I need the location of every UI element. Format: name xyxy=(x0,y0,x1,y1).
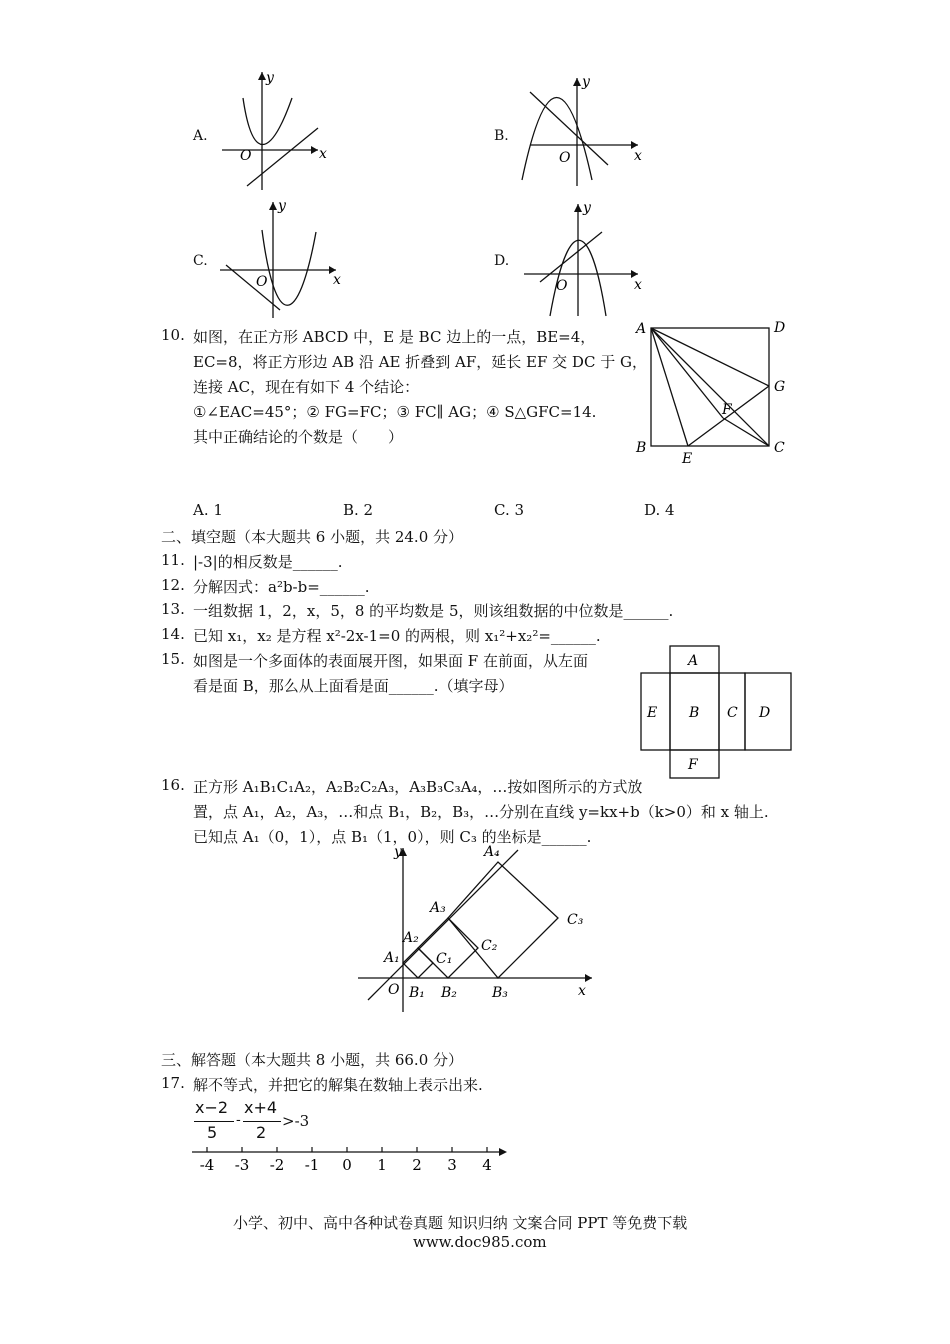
q15-line2: 看是面 B，那么从上面看是面______.（填字母） xyxy=(193,677,514,695)
q11-number: 11. xyxy=(161,551,185,569)
svg-text:D: D xyxy=(759,705,771,721)
q17-frac2-denominator: 2 xyxy=(256,1123,267,1142)
svg-text:E: E xyxy=(682,451,693,467)
svg-text:B₂: B₂ xyxy=(441,985,457,1001)
q17-frac1-numerator: x−2 xyxy=(195,1098,229,1117)
svg-text:y: y xyxy=(394,844,402,860)
svg-text:A: A xyxy=(636,321,647,337)
svg-text:D: D xyxy=(774,320,786,336)
q17-minus: - xyxy=(236,1112,241,1128)
number-line-tick-label: -1 xyxy=(304,1156,320,1174)
q15-line1: 如图是一个多面体的表面展开图，如果面 F 在前面，从左面 xyxy=(193,652,588,670)
number-line-tick-label: -3 xyxy=(234,1156,250,1174)
q16-line3: 已知点 A₁（0，1），点 B₁（1，0），则 C₃ 的坐标是______. xyxy=(193,828,592,846)
svg-text:O: O xyxy=(559,150,571,166)
q17-number: 17. xyxy=(161,1074,185,1092)
svg-text:C: C xyxy=(727,705,738,721)
svg-text:C₂: C₂ xyxy=(481,938,498,954)
svg-text:y: y xyxy=(582,74,590,90)
number-line-tick-label: -4 xyxy=(199,1156,215,1174)
q10-number: 10. xyxy=(161,326,185,344)
svg-text:y: y xyxy=(583,200,591,216)
number-line-tick-label: 0 xyxy=(342,1156,352,1174)
q10-option-b: B. 2 xyxy=(343,501,374,519)
svg-text:F: F xyxy=(688,757,698,773)
footer-line2: www.doc985.com xyxy=(413,1233,547,1251)
graph-a-y-label: y xyxy=(266,70,274,86)
q16-number: 16. xyxy=(161,776,185,794)
option-a-label: A. xyxy=(193,128,208,144)
q17-text: 解不等式，并把它的解集在数轴上表示出来. xyxy=(193,1076,483,1094)
q10-line2: EC=8，将正方形边 AB 沿 AE 折叠到 AF，延长 EF 交 DC 于 G， xyxy=(193,353,647,371)
number-line-tick-label: 4 xyxy=(482,1156,492,1174)
q10-line1: 如图，在正方形 ABCD 中，E 是 BC 边上的一点，BE=4， xyxy=(193,328,596,346)
q16-line1: 正方形 A₁B₁C₁A₂，A₂B₂C₂A₃，A₃B₃C₃A₄，…按如图所示的方式放 xyxy=(193,778,643,796)
svg-text:C₃: C₃ xyxy=(567,912,584,928)
number-line-tick-label: 2 xyxy=(412,1156,422,1174)
option-b-label: B. xyxy=(494,128,509,144)
svg-text:B₃: B₃ xyxy=(492,985,508,1001)
svg-text:O: O xyxy=(556,278,568,294)
graph-a-x-label: x xyxy=(319,146,327,162)
q17-frac1-denominator: 5 xyxy=(207,1123,218,1142)
svg-text:x: x xyxy=(578,983,586,999)
svg-text:O: O xyxy=(256,274,268,290)
svg-text:B: B xyxy=(689,705,700,721)
svg-text:A: A xyxy=(688,653,699,669)
svg-text:C₁: C₁ xyxy=(436,951,453,967)
q14-number: 14. xyxy=(161,625,185,643)
q10-line4: ①∠EAC=45°；② FG=FC；③ FC∥ AG；④ S△GFC=14. xyxy=(193,403,597,421)
svg-text:G: G xyxy=(774,379,786,395)
option-d-label: D. xyxy=(494,253,510,269)
svg-text:E: E xyxy=(647,705,658,721)
svg-text:A₂: A₂ xyxy=(403,930,419,946)
svg-text:O: O xyxy=(388,982,400,998)
q12-number: 12. xyxy=(161,576,185,594)
svg-text:B₁: B₁ xyxy=(409,985,425,1001)
svg-text:x: x xyxy=(634,277,642,293)
svg-text:B: B xyxy=(636,440,647,456)
svg-text:A₁: A₁ xyxy=(384,950,400,966)
q17-rhs: >-3 xyxy=(282,1112,310,1130)
q10-option-a: A. 1 xyxy=(193,501,223,519)
q10-line5: 其中正确结论的个数是（ ） xyxy=(193,428,404,446)
number-line-tick-label: 1 xyxy=(377,1156,387,1174)
svg-text:A₄: A₄ xyxy=(484,844,500,860)
section3-title: 三、解答题（本大题共 8 小题，共 66.0 分） xyxy=(161,1051,464,1069)
number-line-tick-label: 3 xyxy=(447,1156,457,1174)
q16-line2: 置，点 A₁，A₂，A₃，…和点 B₁，B₂，B₃，…分别在直线 y=kx+b（k>0）和 x 轴上. xyxy=(193,803,769,821)
q10-line3: 连接 AC，现在有如下 4 个结论： xyxy=(193,378,420,396)
option-c-label: C. xyxy=(193,253,208,269)
svg-text:x: x xyxy=(634,148,642,164)
section2-title: 二、填空题（本大题共 6 小题，共 24.0 分） xyxy=(161,528,464,546)
svg-text:F: F xyxy=(722,402,732,418)
svg-text:x: x xyxy=(333,272,341,288)
svg-text:C: C xyxy=(774,440,785,456)
q10-option-c: C. 3 xyxy=(494,501,525,519)
number-line-tick-label: -2 xyxy=(269,1156,285,1174)
q15-number: 15. xyxy=(161,650,185,668)
graph-a-origin-label: O xyxy=(240,148,252,164)
q12-text: 分解因式：a²b-b=______. xyxy=(193,578,370,596)
q11-text: |-3|的相反数是______. xyxy=(193,553,343,571)
q10-option-d: D. 4 xyxy=(644,501,675,519)
q13-text: 一组数据 1，2，x，5，8 的平均数是 5，则该组数据的中位数是______. xyxy=(193,602,674,620)
svg-text:A₃: A₃ xyxy=(430,900,446,916)
footer-line1: 小学、初中、高中各种试卷真题 知识归纳 文案合同 PPT 等免费下载 xyxy=(233,1214,688,1232)
q13-number: 13. xyxy=(161,600,185,618)
svg-text:y: y xyxy=(278,198,286,214)
q17-frac2-numerator: x+4 xyxy=(244,1098,278,1117)
q14-text: 已知 x₁，x₂ 是方程 x²-2x-1=0 的两根，则 x₁²+x₂²=______. xyxy=(193,627,601,645)
